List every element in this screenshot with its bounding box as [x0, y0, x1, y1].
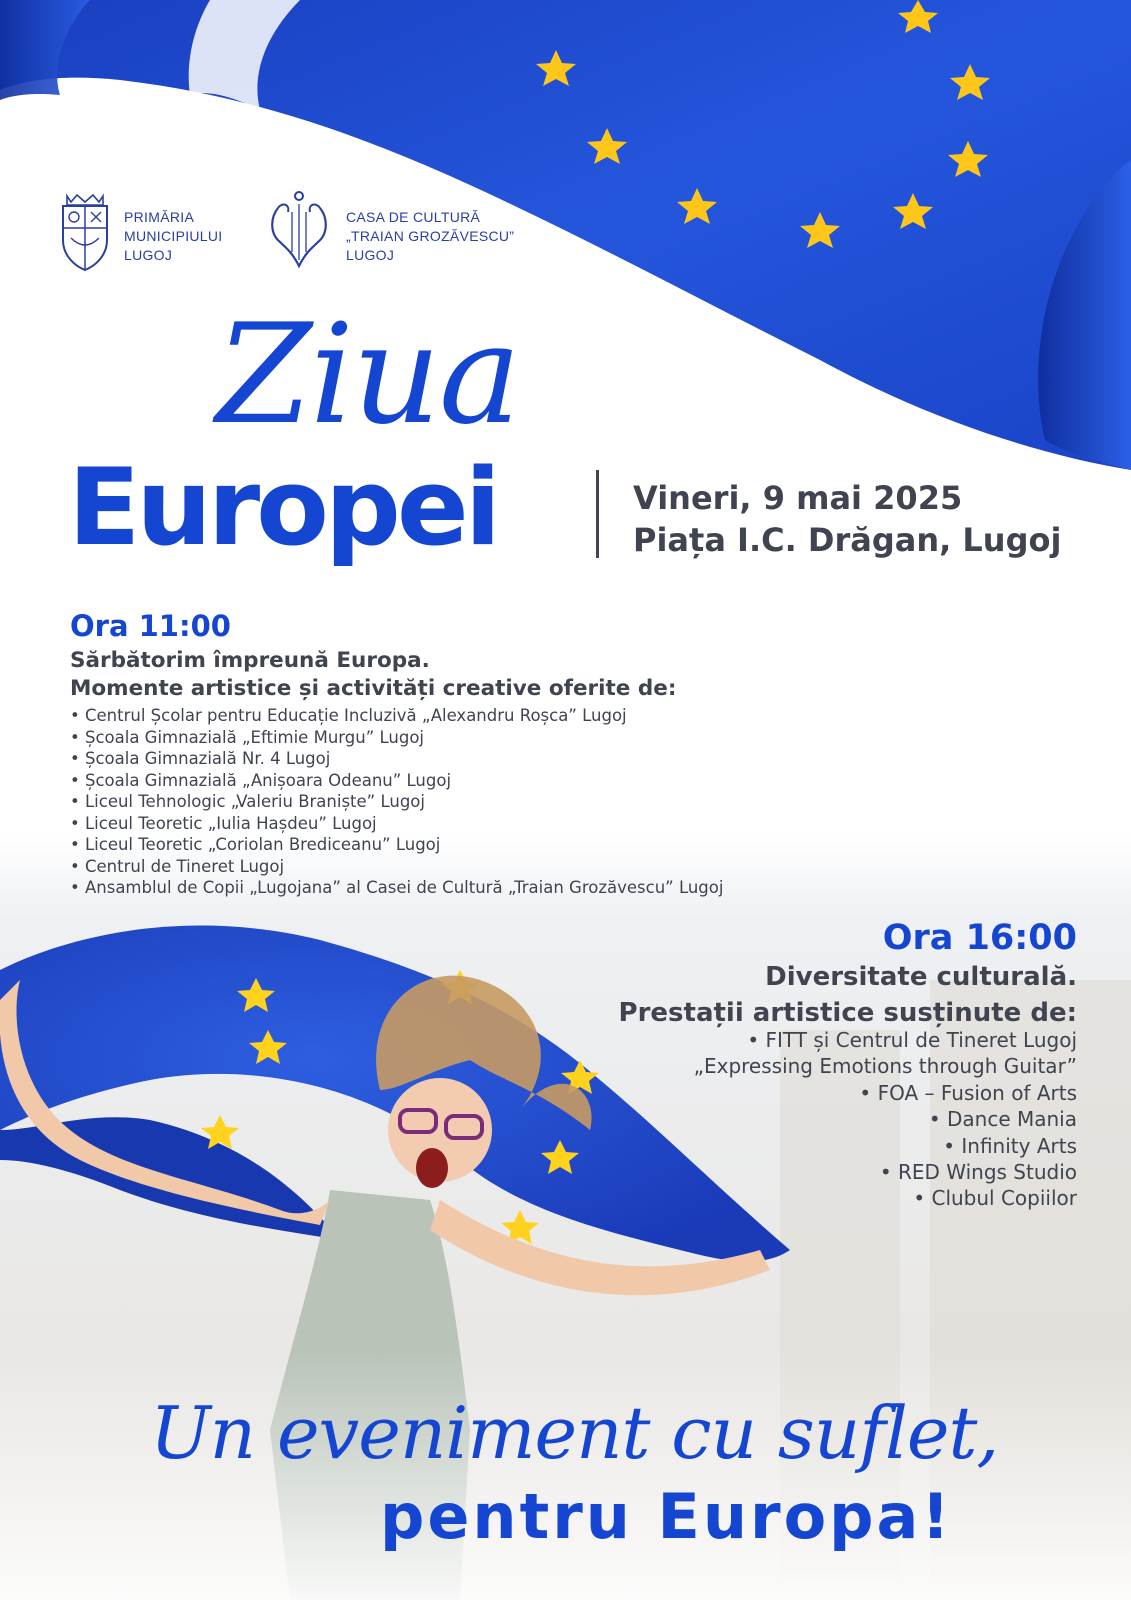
logo-line: LUGOJ [346, 247, 395, 263]
title-script: Ziua [216, 294, 520, 455]
logo-line: MUNICIPIULUI [124, 228, 223, 244]
list-item: • Liceul Tehnologic „Valeriu Braniște” Lugoj [70, 792, 425, 811]
list-item: • FOA – Fusion of Arts [859, 1080, 1077, 1105]
list-item: • Școala Gimnazială Nr. 4 Lugoj [70, 749, 331, 768]
logo-line: „TRAIAN GROZĂVESCU” [346, 228, 515, 244]
primaria-logo-text [124, 208, 223, 265]
session1-subheadline: Momente artistice și activități creative oferite de: [70, 676, 677, 701]
session2-time: Ora 16:00 [882, 918, 1077, 958]
list-item: • Liceul Teoretic „Iulia Hașdeu” Lugoj [70, 813, 377, 833]
logo-line: PRIMĂRIA [124, 209, 195, 225]
coat-of-arms-icon [57, 192, 113, 274]
list-item: • Liceul Teoretic „Coriolan Brediceanu” Lugoj [70, 835, 441, 854]
session2-subheadline: Prestații artistice susținute de: [618, 998, 1077, 1028]
session1-headline: Sărbătorim împreună Europa. [70, 648, 430, 673]
list-item: • Școala Gimnazială „Anișoara Odeanu” Lugoj [70, 770, 452, 790]
title-divider [596, 470, 599, 558]
list-item: • Infinity Arts [943, 1133, 1077, 1158]
logo-line: CASA DE CULTURĂ [346, 209, 481, 225]
list-item: • Ansamblul de Copii „Lugojana” al Casei de Cultură „Traian Grozăvescu” Lugoj [70, 878, 724, 897]
session2-list [694, 1027, 1077, 1212]
list-item: • Centrul Școlar pentru Educație Incluzivă „Alexandru Roșca” Lugoj [70, 706, 627, 725]
casa-logo-text [346, 208, 514, 265]
list-item: • Clubul Copiilor [913, 1186, 1077, 1211]
lyre-icon [266, 190, 332, 272]
title-main: Europei [68, 446, 498, 569]
list-item: • Centrul de Tineret Lugoj [70, 856, 285, 876]
event-date: Vineri, 9 mai 2025 [633, 479, 963, 517]
list-item: • Dance Mania [928, 1107, 1077, 1132]
list-item: „Expressing Emotions through Guitar” [693, 1054, 1077, 1079]
session1-time: Ora 11:00 [70, 609, 231, 643]
slogan-bold: pentru Europa! [380, 1480, 953, 1553]
session1-list [70, 705, 723, 899]
list-item: • Școala Gimnazială „Eftimie Murgu” Lugoj [70, 727, 425, 747]
logo-line: LUGOJ [124, 247, 173, 263]
session2-headline: Diversitate culturală. [765, 962, 1077, 992]
list-item: • RED Wings Studio [879, 1160, 1077, 1185]
slogan-script: Un eveniment cu suflet, [150, 1391, 999, 1475]
event-location: Piața I.C. Drăgan, Lugoj [633, 521, 1062, 559]
list-item: • FITT și Centrul de Tineret Lugoj [747, 1028, 1077, 1052]
